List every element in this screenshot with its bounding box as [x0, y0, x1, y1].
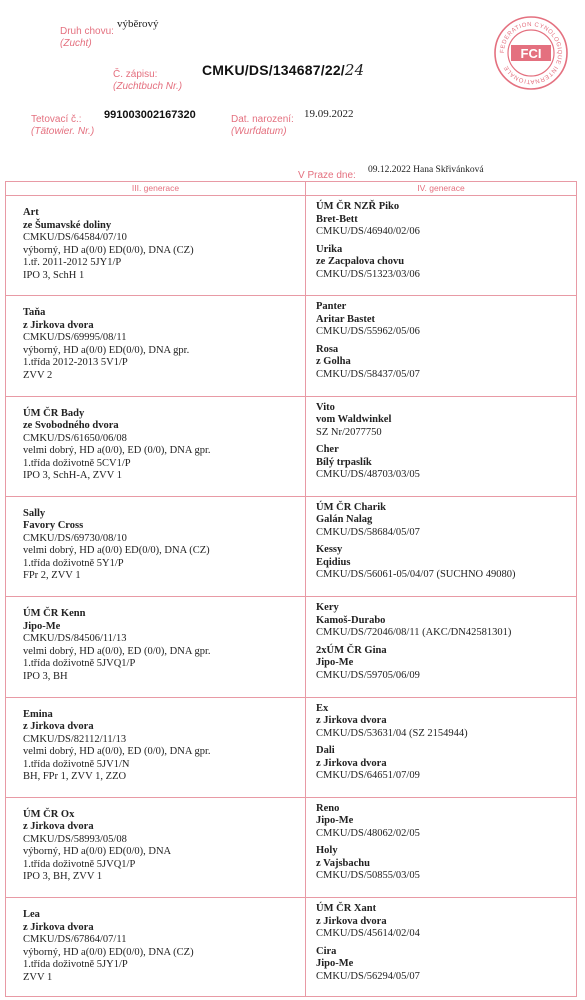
- druh-chovu-label-text: Druh chovu:: [60, 26, 114, 37]
- tetovaci-label: [31, 114, 94, 138]
- dog-name: ze Zacpalova chovu: [316, 256, 405, 267]
- dog-name: Jipo-Me: [316, 958, 354, 970]
- dog-detail: ZVV 1: [23, 971, 53, 983]
- dog-detail: velmi dobrý, HD a(0/0) ED(0/0), DNA (CZ): [23, 545, 210, 557]
- dog-name: Urika: [316, 243, 343, 255]
- dog-detail: CMKU/DS/72046/08/11 (AKC/DN42581301): [316, 627, 512, 639]
- dog-detail: IPO 3, BH, ZVV 1: [23, 871, 103, 883]
- praze-label: V Praze dne:: [298, 170, 356, 181]
- dog-detail: 1.tř. 2011-2012 5JY1/P: [23, 257, 122, 268]
- dam-entry: [316, 946, 420, 984]
- dog-name: 2xÚM ČR Gina: [316, 644, 387, 656]
- dog-name: Jipo-Me: [23, 620, 61, 632]
- row-divider: [6, 596, 576, 597]
- row-divider: [6, 295, 576, 296]
- dog-detail: velmi dobrý, HD a(0/0), ED (0/0), DNA gpr.: [23, 746, 211, 757]
- dog-detail: 1.třída doživotně 5JVQ1/P: [23, 858, 136, 870]
- column-divider: [305, 182, 306, 996]
- gen4-parents-cell: [316, 903, 420, 983]
- dog-detail: CMKU/DS/46940/02/06: [316, 226, 420, 237]
- pedigree-table: [5, 181, 577, 997]
- tetovaci-value: 991003002167320: [104, 109, 196, 121]
- row-divider: [6, 697, 576, 698]
- dog-name: Rosa: [316, 343, 339, 355]
- dog-name: Cira: [316, 945, 337, 957]
- gen3-parent-cell: [23, 909, 194, 984]
- row-divider: [6, 496, 576, 497]
- dog-name: Art: [23, 207, 39, 218]
- dog-name: Dali: [316, 745, 335, 756]
- gen3-parent-cell: [23, 709, 211, 784]
- row-divider: [6, 897, 576, 898]
- dam-entry: [316, 344, 420, 382]
- druh-chovu-sublabel: (Zucht): [60, 38, 92, 49]
- dog-name: Bret-Bett: [316, 213, 358, 225]
- dog-detail: CMKU/DS/64584/07/10: [23, 232, 127, 243]
- dog-name: Holy: [316, 845, 338, 857]
- narozeni-label-text: Dat. narození:: [231, 114, 294, 125]
- gen3-parent-cell: [23, 207, 194, 282]
- dog-detail: CMKU/DS/58437/05/07: [316, 368, 420, 380]
- sire-entry: [316, 703, 468, 741]
- registration-number-handwritten: 24: [344, 61, 365, 79]
- dog-name: Jipo-Me: [316, 815, 354, 827]
- registration-number: [202, 61, 364, 79]
- dog-name: z Jirkova dvora: [316, 715, 387, 726]
- dog-detail: CMKU/DS/59705/06/09: [316, 669, 420, 681]
- dog-name: Aritar Bastet: [316, 313, 375, 325]
- dog-name: ÚM ČR Bady: [23, 407, 85, 419]
- dog-name: Vito: [316, 401, 335, 413]
- dog-detail: výborný, HD a(0/0) ED(0/0), DNA (CZ): [23, 946, 194, 958]
- dam-entry: [316, 745, 468, 783]
- dog-name: Lea: [23, 909, 40, 921]
- dog-detail: SZ Nr/2077750: [316, 426, 382, 438]
- dog-name: Cher: [316, 444, 339, 456]
- dog-detail: CMKU/DS/56294/05/07: [316, 970, 420, 982]
- praze-date-signature: 09.12.2022 Hana Skřivánková: [368, 165, 484, 175]
- pedigree-table-header: [6, 182, 576, 196]
- dog-detail: FPr 2, ZVV 1: [23, 570, 81, 582]
- row-divider: [6, 797, 576, 798]
- dog-detail: CMKU/DS/64651/07/09: [316, 770, 420, 781]
- dog-name: z Jirkova dvora: [23, 921, 94, 933]
- gen4-parents-cell: [316, 402, 420, 482]
- dog-name: ze Svobodného dvora: [23, 420, 119, 432]
- dog-name: z Jirkova dvora: [23, 721, 94, 732]
- dog-name: ÚM ČR NZŘ Piko: [316, 201, 400, 212]
- dog-name: Jipo-Me: [316, 657, 354, 669]
- dam-entry: [316, 444, 420, 482]
- dog-detail: CMKU/DS/50855/03/05: [316, 870, 420, 882]
- narozeni-sublabel: (Wurfdatum): [231, 126, 287, 137]
- gen4-parents-cell: [316, 201, 420, 281]
- sire-entry: [316, 803, 420, 841]
- sire-entry: [316, 602, 511, 640]
- dog-detail: CMKU/DS/69995/08/11: [23, 332, 127, 344]
- dog-name: z Jirkova dvora: [316, 915, 387, 927]
- dog-detail: CMKU/DS/58993/05/08: [23, 833, 127, 845]
- dog-name: ze Šumavské doliny: [23, 219, 112, 231]
- gen3-parent-cell: [23, 408, 211, 483]
- dog-name: Panter: [316, 301, 347, 313]
- gen3-parent-cell: [23, 608, 211, 683]
- gen3-parent-cell: [23, 307, 189, 382]
- gen3-parent-cell: [23, 508, 210, 583]
- dog-name: Kamoš-Durabo: [316, 614, 386, 626]
- dog-detail: CMKU/DS/45614/02/04: [316, 928, 420, 940]
- fci-logo-text: FCI: [520, 46, 542, 61]
- tetovaci-label-text: Tetovací č.:: [31, 114, 82, 125]
- dam-entry: [316, 845, 420, 883]
- dog-detail: CMKU/DS/51323/03/06: [316, 268, 420, 280]
- dog-detail: výborný, HD a(0/0) ED(0/0), DNA gpr.: [23, 344, 190, 356]
- sire-entry: [316, 402, 420, 440]
- dog-detail: 1.třída doživotně 5CV1/P: [23, 457, 131, 469]
- dog-name: Reno: [316, 802, 340, 814]
- dog-detail: CMKU/DS/61650/06/08: [23, 432, 127, 444]
- dog-name: ÚM ČR Charik: [316, 501, 386, 513]
- dog-name: Kessy: [316, 544, 343, 556]
- dog-name: z Jirkova dvora: [316, 757, 387, 769]
- dog-detail: IPO 3, SchH 1: [23, 269, 85, 281]
- sire-entry: [316, 903, 420, 941]
- druh-chovu-label: [60, 26, 114, 50]
- dam-entry: [316, 645, 511, 683]
- zapis-label: [113, 69, 182, 93]
- dog-detail: BH, FPr 1, ZVV 1, ZZO: [23, 771, 127, 782]
- fci-logo-ring-text: FEDERATION CYNOLOGIQUE INTERNATIONALE: [499, 21, 563, 85]
- dog-detail: IPO 3, BH: [23, 670, 68, 682]
- dog-name: Sally: [23, 507, 46, 519]
- dog-detail: CMKU/DS/58684/05/07: [316, 526, 420, 538]
- dog-name: Kery: [316, 602, 339, 614]
- zapis-label-text: Č. zápisu:: [113, 69, 158, 80]
- sire-entry: [316, 201, 420, 239]
- dog-detail: CMKU/DS/82112/11/13: [23, 733, 127, 745]
- dog-detail: velmi dobrý, HD a(0/0), ED (0/0), DNA gpr.: [23, 645, 211, 657]
- dog-name: z Vajsbachu: [316, 857, 370, 869]
- dog-detail: 1.třída doživotně 5JV1/N: [23, 758, 130, 770]
- dog-detail: velmi dobrý, HD a(0/0), ED (0/0), DNA gpr.: [23, 445, 211, 457]
- dog-detail: výborný, HD a(0/0) ED(0/0), DNA (CZ): [23, 244, 194, 256]
- narozeni-value: 19.09.2022: [304, 108, 354, 120]
- dog-detail: výborný, HD a(0/0) ED(0/0), DNA: [23, 846, 172, 858]
- dog-detail: CMKU/DS/67864/07/11: [23, 934, 127, 946]
- dog-detail: CMKU/DS/48062/02/05: [316, 827, 420, 839]
- dog-name: vom Waldwinkel: [316, 414, 392, 426]
- druh-chovu-value: výběrový: [117, 18, 159, 30]
- dog-detail: ZVV 2: [23, 369, 53, 381]
- dog-name: z Golha: [316, 356, 351, 368]
- registration-number-text: CMKU/DS/134687/22/: [202, 62, 345, 78]
- dog-detail: CMKU/DS/56061-05/04/07 (SUCHNO 49080): [316, 569, 516, 581]
- sire-entry: [316, 502, 516, 540]
- dam-entry: [316, 244, 420, 282]
- tetovaci-sublabel: (Tätowier. Nr.): [31, 126, 95, 137]
- dog-detail: 1.třída doživotně 5Y1/P: [23, 557, 124, 569]
- dog-name: Bílý trpaslík: [316, 456, 372, 468]
- dog-detail: CMKU/DS/55962/05/06: [316, 326, 420, 338]
- dog-name: ÚM ČR Ox: [23, 808, 75, 820]
- gen4-parents-cell: [316, 602, 511, 682]
- dog-name: Favory Cross: [23, 520, 84, 532]
- dam-entry: [316, 544, 516, 582]
- dog-name: Taňa: [23, 307, 46, 319]
- gen4-parents-cell: [316, 803, 420, 883]
- narozeni-label: [231, 114, 294, 138]
- dog-name: Eqidius: [316, 556, 351, 568]
- dog-detail: IPO 3, SchH-A, ZVV 1: [23, 470, 122, 482]
- sire-entry: [316, 301, 420, 339]
- dog-name: z Jirkova dvora: [23, 319, 94, 331]
- gen4-parents-cell: [316, 301, 420, 381]
- dog-name: ÚM ČR Kenn: [23, 608, 86, 620]
- dog-detail: CMKU/DS/53631/04 (SZ 2154944): [316, 727, 468, 739]
- dog-detail: CMKU/DS/48703/03/05: [316, 469, 420, 481]
- row-divider: [6, 396, 576, 397]
- dog-name: ÚM ČR Xant: [316, 903, 377, 915]
- dog-detail: 1.třída doživotně 5JVQ1/P: [23, 658, 136, 670]
- dog-name: Emina: [23, 708, 53, 720]
- gen4-parents-cell: [316, 703, 468, 783]
- zapis-sublabel: (Zuchtbuch Nr.): [113, 81, 183, 92]
- gen4-parents-cell: [316, 502, 516, 582]
- dog-detail: CMKU/DS/84506/11/13: [23, 633, 127, 645]
- gen3-parent-cell: [23, 809, 171, 884]
- generation-4-header: IV. generace: [417, 183, 465, 193]
- dog-detail: CMKU/DS/69730/08/10: [23, 532, 127, 544]
- dog-name: z Jirkova dvora: [23, 821, 94, 833]
- generation-3-header: III. generace: [131, 183, 180, 193]
- fci-logo: [493, 15, 569, 91]
- dog-detail: 1.třída 2012-2013 5V1/P: [23, 357, 128, 369]
- dog-name: Galán Nalag: [316, 514, 373, 526]
- dog-name: Ex: [316, 702, 329, 714]
- dog-detail: 1.třída doživotně 5JY1/P: [23, 959, 128, 971]
